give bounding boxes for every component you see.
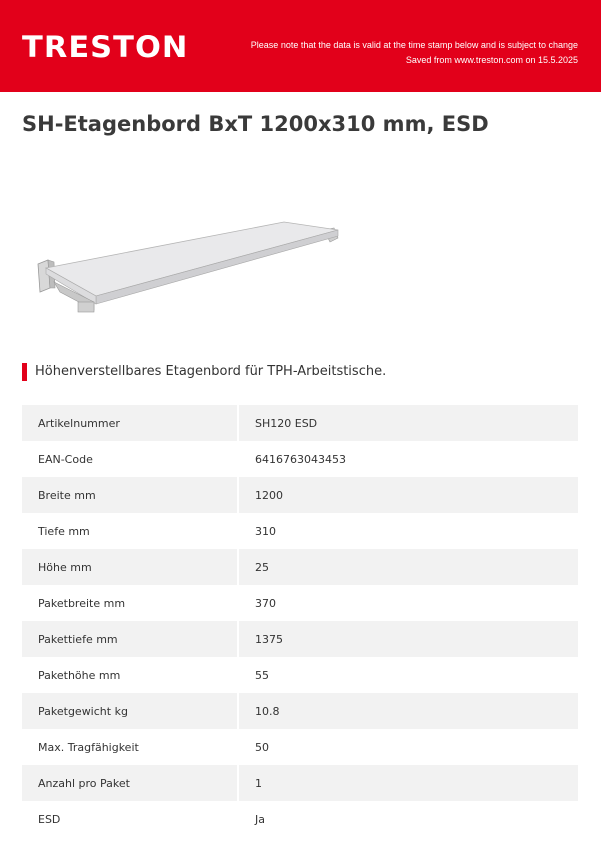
spec-label: Anzahl pro Paket bbox=[22, 765, 239, 801]
spec-value: 6416763043453 bbox=[239, 441, 578, 477]
spec-label: Pakettiefe mm bbox=[22, 621, 239, 657]
spec-value: 50 bbox=[239, 729, 578, 765]
spec-row bbox=[22, 405, 578, 441]
spec-row bbox=[22, 693, 578, 729]
spec-value: 370 bbox=[239, 585, 578, 621]
spec-label: Breite mm bbox=[22, 477, 239, 513]
spec-value: 10.8 bbox=[239, 693, 578, 729]
spec-row bbox=[22, 621, 578, 657]
spec-label: Pakethöhe mm bbox=[22, 657, 239, 693]
spec-label: Artikelnummer bbox=[22, 405, 239, 441]
spec-label: EAN-Code bbox=[22, 441, 239, 477]
spec-value: 25 bbox=[239, 549, 578, 585]
spec-row bbox=[22, 513, 578, 549]
spec-value: 1 bbox=[239, 765, 578, 801]
product-description: Höhenverstellbares Etagenbord für TPH-Arbeitstische. bbox=[35, 364, 387, 379]
spec-label: Max. Tragfähigkeit bbox=[22, 729, 239, 765]
spec-value: 310 bbox=[239, 513, 578, 549]
spec-label: Tiefe mm bbox=[22, 513, 239, 549]
data-validity-notice bbox=[251, 38, 578, 68]
spec-value: 55 bbox=[239, 657, 578, 693]
page-header bbox=[0, 0, 601, 92]
spec-label: Paketbreite mm bbox=[22, 585, 239, 621]
spec-label: Paketgewicht kg bbox=[22, 693, 239, 729]
spec-row bbox=[22, 765, 578, 801]
spec-value: SH120 ESD bbox=[239, 405, 578, 441]
spec-label: ESD bbox=[22, 801, 239, 837]
spec-label: Höhe mm bbox=[22, 549, 239, 585]
notice-line-saved: Saved from www.treston.com on 15.5.2025 bbox=[405, 55, 578, 65]
spec-row bbox=[22, 729, 578, 765]
product-title: SH-Etagenbord BxT 1200x310 mm, ESD bbox=[22, 112, 489, 136]
treston-logo[interactable]: TRESTON bbox=[22, 30, 189, 64]
spec-row bbox=[22, 477, 578, 513]
spec-row bbox=[22, 801, 578, 837]
specification-table bbox=[22, 405, 578, 837]
product-image bbox=[34, 218, 344, 318]
spec-row bbox=[22, 657, 578, 693]
spec-value: 1200 bbox=[239, 477, 578, 513]
description-accent-bar bbox=[22, 363, 27, 381]
spec-value: Ja bbox=[239, 801, 578, 837]
spec-value: 1375 bbox=[239, 621, 578, 657]
spec-row bbox=[22, 549, 578, 585]
notice-line-validity: Please note that the data is valid at the time stamp below and is subject to change bbox=[250, 40, 578, 50]
spec-row bbox=[22, 441, 578, 477]
spec-row bbox=[22, 585, 578, 621]
